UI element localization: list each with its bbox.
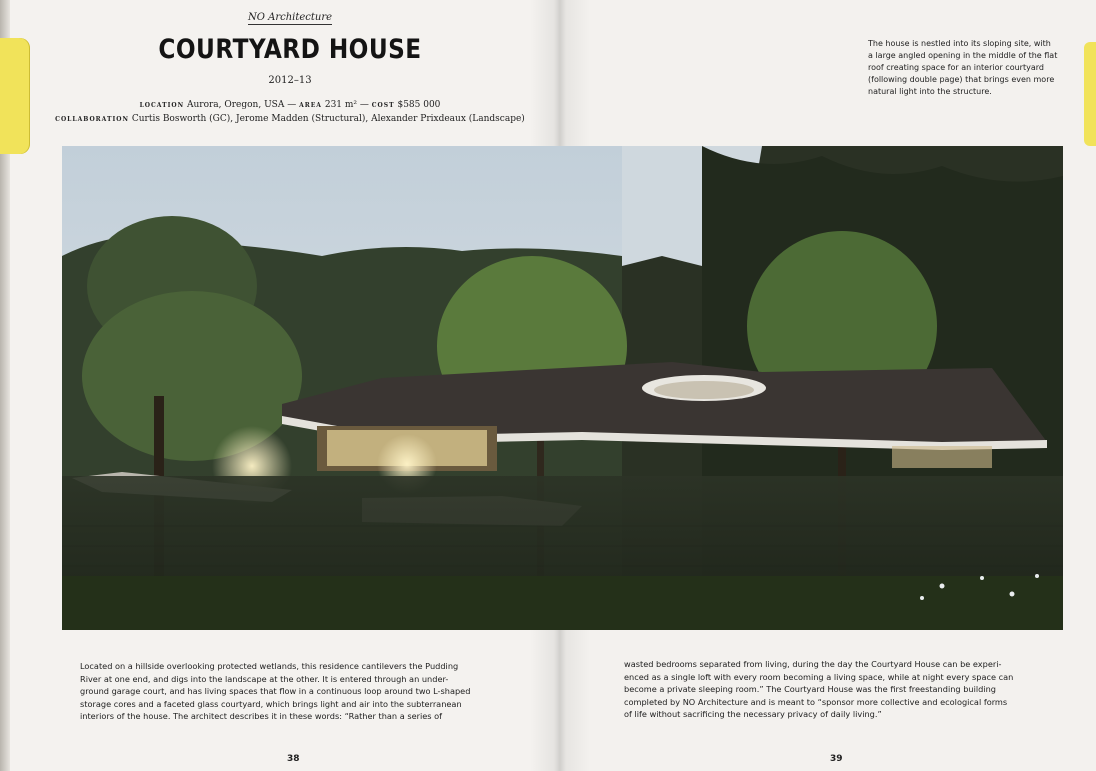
meta-separator: —	[287, 100, 297, 110]
body-line: interiors of the house. The architect describes it in these words: “Rather than a series of	[80, 711, 443, 721]
project-meta-line	[0, 100, 580, 110]
body-line: enced as a single loft with every room becoming a living space, while at night every space can	[624, 671, 1014, 682]
location-label: location	[139, 100, 185, 110]
body-line: ground garage court, and has living spaces that flow in a continuous loop around two L-shaped	[80, 686, 471, 696]
body-line: become a private sleeping room.” The Courtyard House was the first freestanding building	[624, 684, 997, 694]
caption-line: The house is nestled into its sloping site, with	[868, 39, 1051, 48]
caption-line: natural light into the structure.	[868, 87, 992, 96]
yellow-tab-right	[1084, 42, 1096, 146]
meta-separator: —	[359, 100, 369, 110]
body-line: Located on a hillside overlooking protected wetlands, this residence cantilevers the Pudding	[80, 661, 459, 671]
page-number-left: 38	[287, 754, 300, 764]
area-value: 231 m²	[324, 100, 358, 110]
caption-line: (following double page) that brings even more	[868, 75, 1055, 84]
cost-value: $585 000	[397, 100, 441, 110]
body-text-right	[624, 658, 1052, 721]
collaboration-line	[0, 114, 580, 124]
photo-caption	[868, 38, 1073, 98]
body-line: of life without sacrificing the necessary privacy of daily living.”	[624, 709, 882, 719]
collaboration-label: collaboration	[55, 114, 129, 124]
body-line: River at one end, and digs into the landscape at the other. It is entered through an under-	[80, 673, 449, 684]
location-value: Aurora, Oregon, USA	[186, 100, 285, 110]
body-line: storage cores and a faceted glass courtyard, which brings light and air into the subterranean	[80, 698, 462, 709]
firm-name: NO Architecture	[247, 12, 333, 23]
caption-line: roof creating space for an interior courtyard	[868, 63, 1044, 72]
project-years: 2012–13	[268, 75, 312, 86]
house-photo	[62, 146, 1063, 630]
body-line: wasted bedrooms separated from living, during the day the Courtyard House can be experi-	[624, 659, 1002, 669]
area-label: area	[299, 100, 322, 110]
page-title: COURTYARD HOUSE	[158, 34, 422, 65]
collaboration-value: Curtis Bosworth (GC), Jerome Madden (Structural), Alexander Prixdeaux (Landscape)	[131, 114, 525, 124]
body-text-left	[80, 660, 510, 723]
body-line: completed by NO Architecture and is meant to “sponsor more collective and ecological forms	[624, 696, 1008, 707]
cost-label: cost	[371, 100, 395, 110]
caption-line: a large angled opening in the middle of the flat	[868, 51, 1058, 60]
yellow-tab-left	[0, 38, 30, 154]
page-number-right: 39	[830, 754, 843, 764]
